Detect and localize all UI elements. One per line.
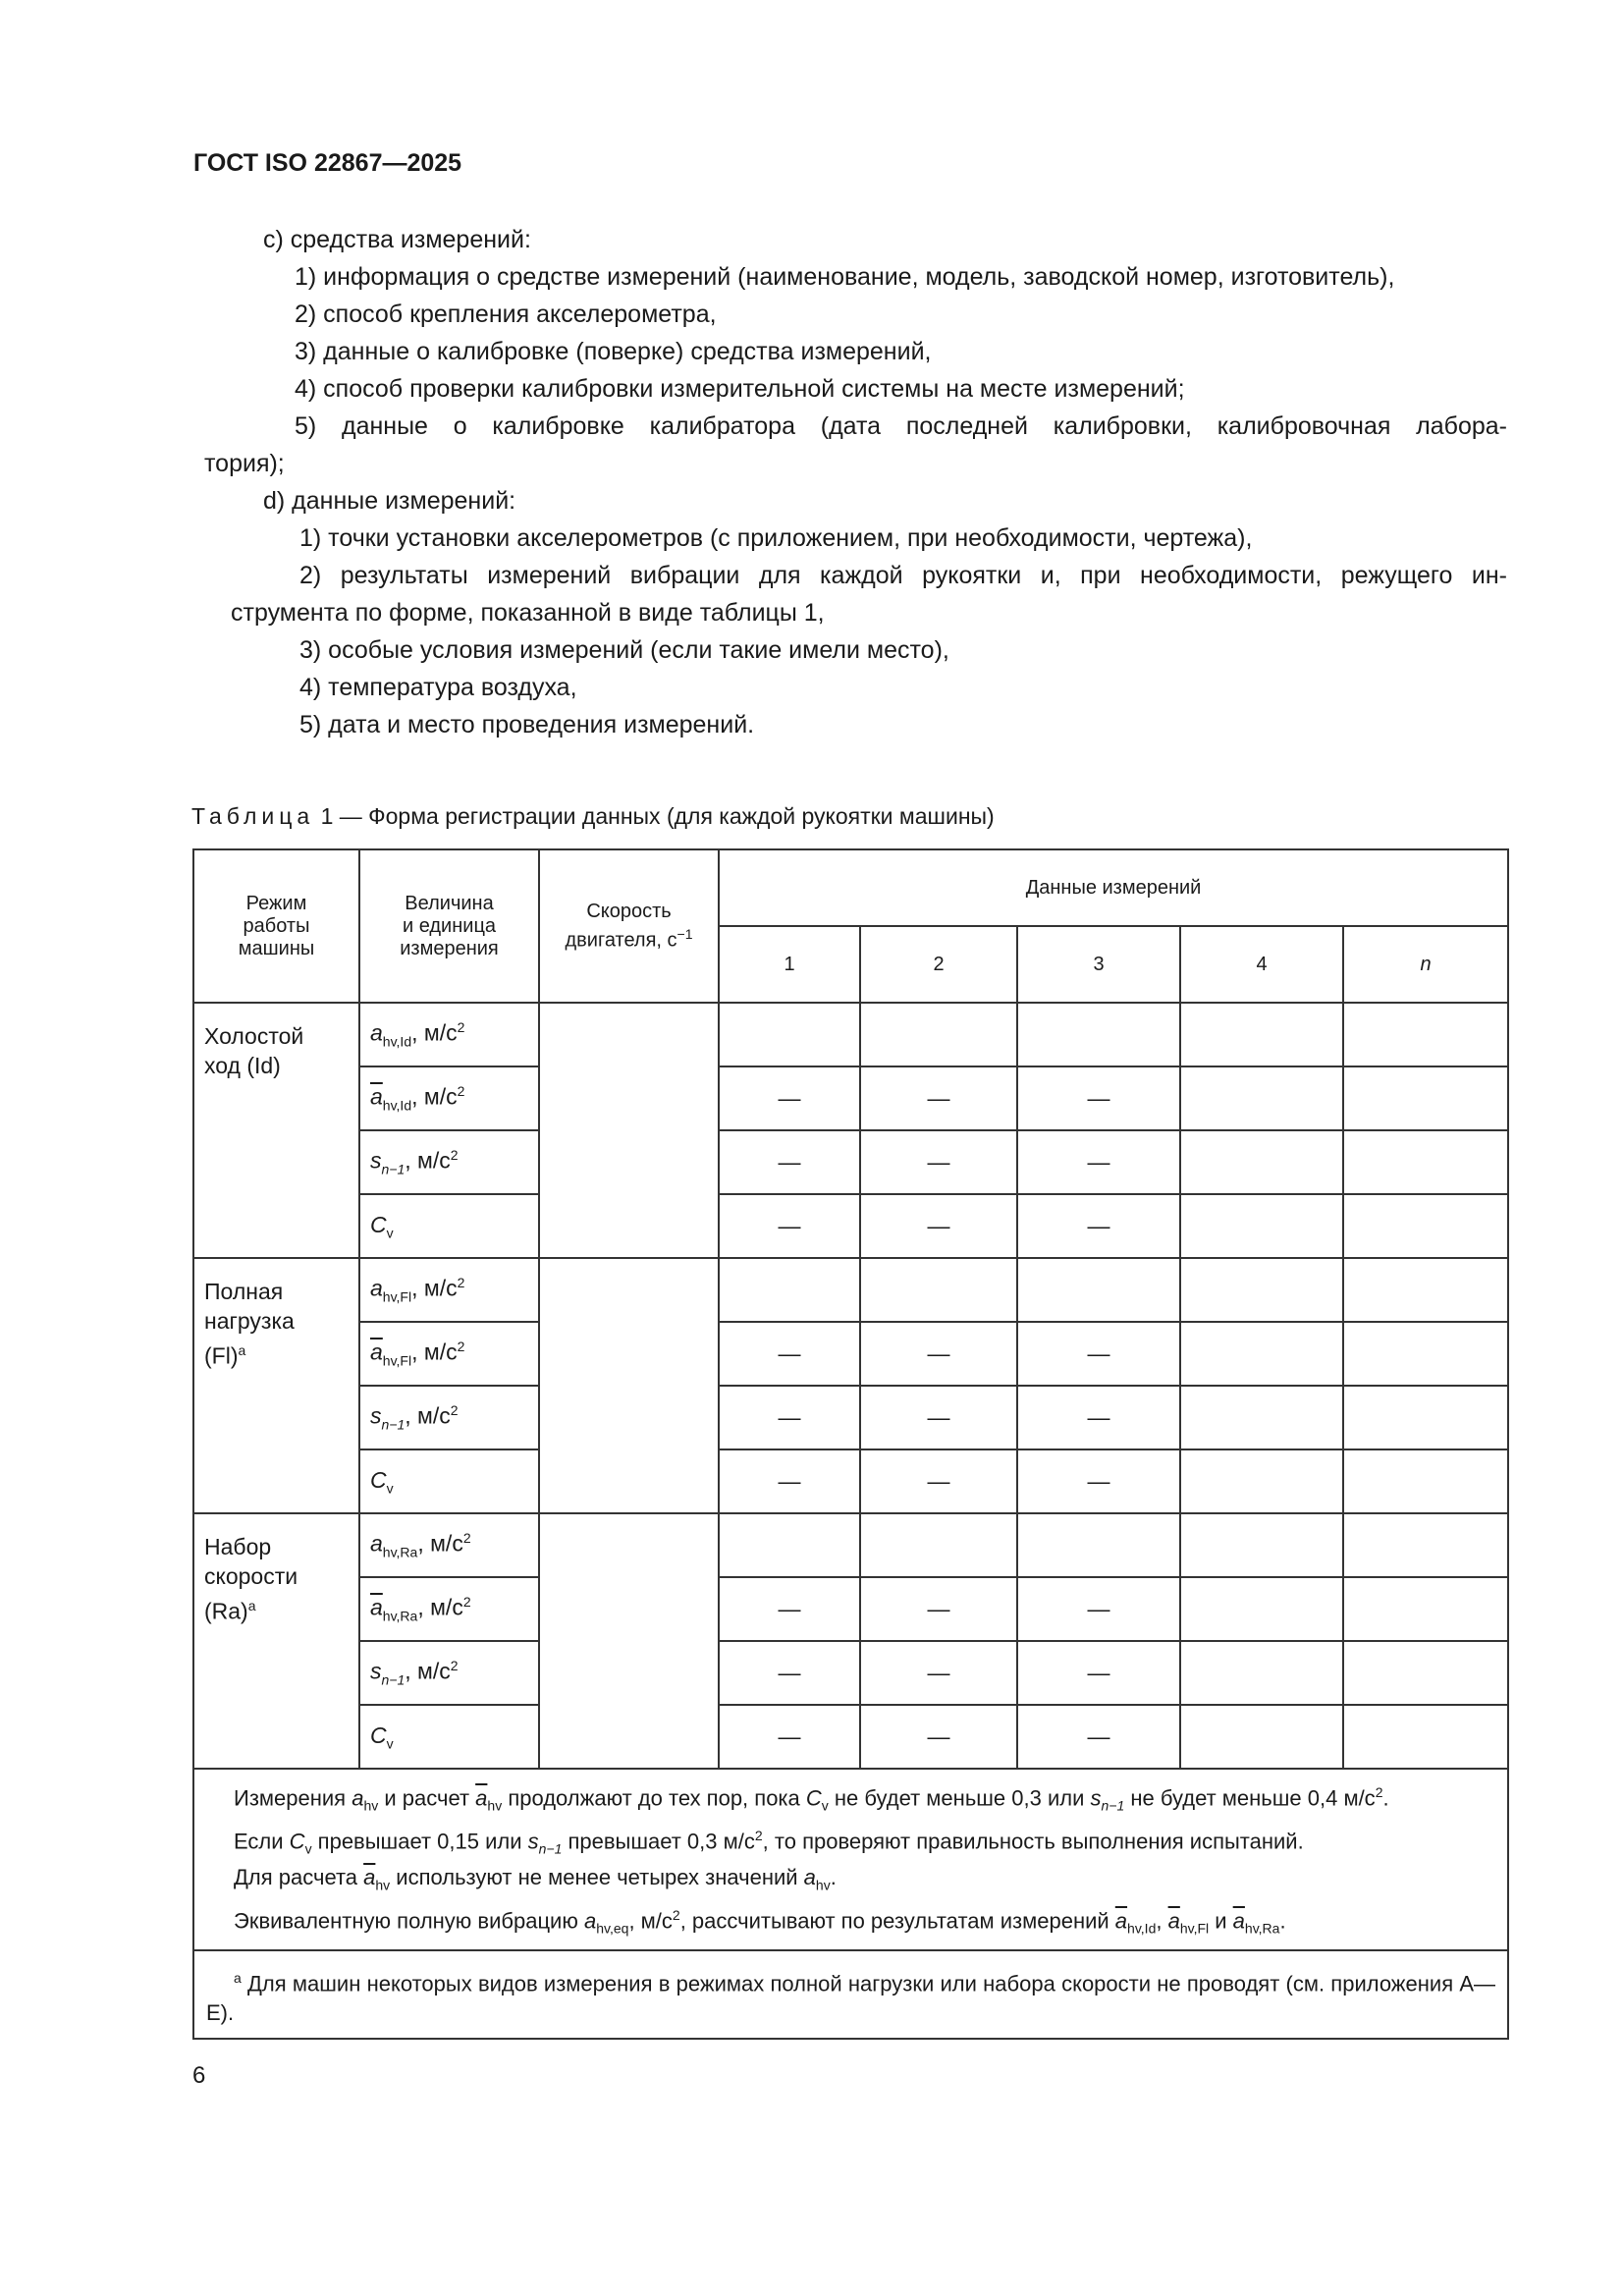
speed-cell-idle: [539, 1003, 719, 1258]
note-3: Для расчета $\overline{a}_{hv}$ используют не менее четырех значений $a_{hv}$.: [234, 1865, 837, 1893]
quantity-a-mean-hv-id: $\overline{a}_{hv,Id}$, $м/с^2$: [359, 1066, 539, 1130]
list-item-c5-cont: тория);: [204, 450, 285, 477]
header-measurement-data: Данные измерений: [719, 849, 1508, 926]
list-item-d1: 1) точки установки акселерометров (с приложением, при необходимости, чертежа),: [299, 524, 1253, 552]
speed-cell-racing: [539, 1513, 719, 1769]
list-item-c: c) средства измерений:: [263, 226, 531, 253]
quantity-cv-ra: $C_v$: [359, 1705, 539, 1769]
mode-idle: Холостой ход (Id): [193, 1003, 359, 1258]
table-row: $s_{n-1}$, $м/с^2$ — — —: [193, 1130, 1508, 1194]
table-row: $C_v$ — — —: [193, 1194, 1508, 1258]
list-item-d4: 4) температура воздуха,: [299, 674, 577, 701]
table-row: $C_v$ — — —: [193, 1449, 1508, 1513]
table-row: [193, 1513, 1508, 1577]
table-row: $C_v$ — — —: [193, 1705, 1508, 1769]
note-4: Эквивалентную полную вибрацию $a_{hv,eq}$, $м/с^2$, рассчитывают по результатам измерений $\overline{a}_{hv,Id}$, $\overline{a}_{hv,Fl}$ и $\overline{a}_{hv,Ra}$.: [234, 1906, 1286, 1937]
mode-racing: Набор скорости $(Ra)^a$: [193, 1513, 359, 1769]
quantity-cv-id: $C_v$: [359, 1194, 539, 1258]
measurement-table: [192, 848, 1509, 2040]
page-number: 6: [192, 2062, 206, 2089]
quantity-a-mean-hv-ra: $\overline{a}_{hv,Ra}$, $м/с^2$: [359, 1577, 539, 1641]
list-item-c3: 3) данные о калибровке (поверке) средства измерений,: [295, 338, 932, 365]
header-engine-speed: Скорость двигателя, $с^{-1}$: [539, 849, 719, 1003]
list-item-d3: 3) особые условия измерений (если такие имели место),: [299, 636, 949, 664]
list-item-c2: 2) способ крепления акселерометра,: [295, 301, 717, 328]
table-row: [193, 1003, 1508, 1066]
quantity-s-ra: $s_{n-1}$, $м/с^2$: [359, 1641, 539, 1705]
list-item-c5: 5) данные о калибровке калибратора (дата последней калибровки, калибровочная лабора-: [295, 412, 1507, 440]
table-row: $s_{n-1}$, $м/с^2$ — — —: [193, 1386, 1508, 1449]
table-row: [193, 1258, 1508, 1322]
header-mode: Режим работы машины: [193, 849, 359, 1003]
note-2: Если $C_v$ превышает 0,15 или $s_{n-1}$ превышает 0,3 $м/с^2$, то проверяют правильность выполнения испытаний.: [234, 1827, 1304, 1857]
list-item-d: d) данные измерений:: [263, 487, 516, 515]
list-item-d2-cont: струмента по форме, показанной в виде таблицы 1,: [231, 599, 825, 627]
table-row: $\overline{a}_{hv,Fl}$, $м/с^2$ — — —: [193, 1322, 1508, 1386]
quantity-s-id: $s_{n-1}$, $м/с^2$: [359, 1130, 539, 1194]
header-col-3: 3: [1017, 926, 1180, 1003]
quantity-a-hv-fl: $a_{hv,Fl}$, $м/с^2$: [359, 1258, 539, 1322]
mode-full-load: Полная нагрузка $(Fl)^a$: [193, 1258, 359, 1513]
header-col-2: 2: [860, 926, 1017, 1003]
quantity-cv-fl: $C_v$: [359, 1449, 539, 1513]
list-item-c4: 4) способ проверки калибровки измерительной системы на месте измерений;: [295, 375, 1185, 403]
table-row: $s_{n-1}$, $м/с^2$ — — —: [193, 1641, 1508, 1705]
header-col-1: 1: [719, 926, 860, 1003]
header-col-4: 4: [1180, 926, 1343, 1003]
table-row: $\overline{a}_{hv,Id}$, $м/с^2$ — — —: [193, 1066, 1508, 1130]
quantity-a-mean-hv-fl: $\overline{a}_{hv,Fl}$, $м/с^2$: [359, 1322, 539, 1386]
table-footnote: $^a$ Для машин некоторых видов измерения в режимах полной нагрузки или набора скорости не проводят (см. приложения А—Е).: [193, 1950, 1508, 2039]
document-header: ГОСТ ISO 22867—2025: [193, 149, 462, 177]
note-1: Измерения $a_{hv}$ и расчет $\overline{a}_{hv}$ продолжают до тех пор, пока $C_v$ не будет меньше 0,3 или $s_{n-1}$ не будет меньше 0,4 $м/с^2$.: [234, 1784, 1389, 1814]
table-caption: Таблица 1 — Форма регистрации данных (для каждой рукоятки машины): [191, 803, 995, 829]
header-col-n: n: [1343, 926, 1508, 1003]
header-quantity: Величина и единица измерения: [359, 849, 539, 1003]
list-item-c1: 1) информация о средстве измерений (наименование, модель, заводской номер, изготовитель),: [295, 263, 1395, 291]
quantity-s-fl: $s_{n-1}$, $м/с^2$: [359, 1386, 539, 1449]
list-item-d2: 2) результаты измерений вибрации для каждой рукоятки и, при необходимости, режущего ин-: [299, 562, 1507, 589]
speed-cell-full: [539, 1258, 719, 1513]
quantity-a-hv-ra: $a_{hv,Ra}$, $м/с^2$: [359, 1513, 539, 1577]
table-notes: [193, 1769, 1508, 1950]
list-item-d5: 5) дата и место проведения измерений.: [299, 711, 755, 738]
table-row: $\overline{a}_{hv,Ra}$, $м/с^2$ — — —: [193, 1577, 1508, 1641]
quantity-a-hv-id: $a_{hv,Id}$, $м/с^2$: [359, 1003, 539, 1066]
